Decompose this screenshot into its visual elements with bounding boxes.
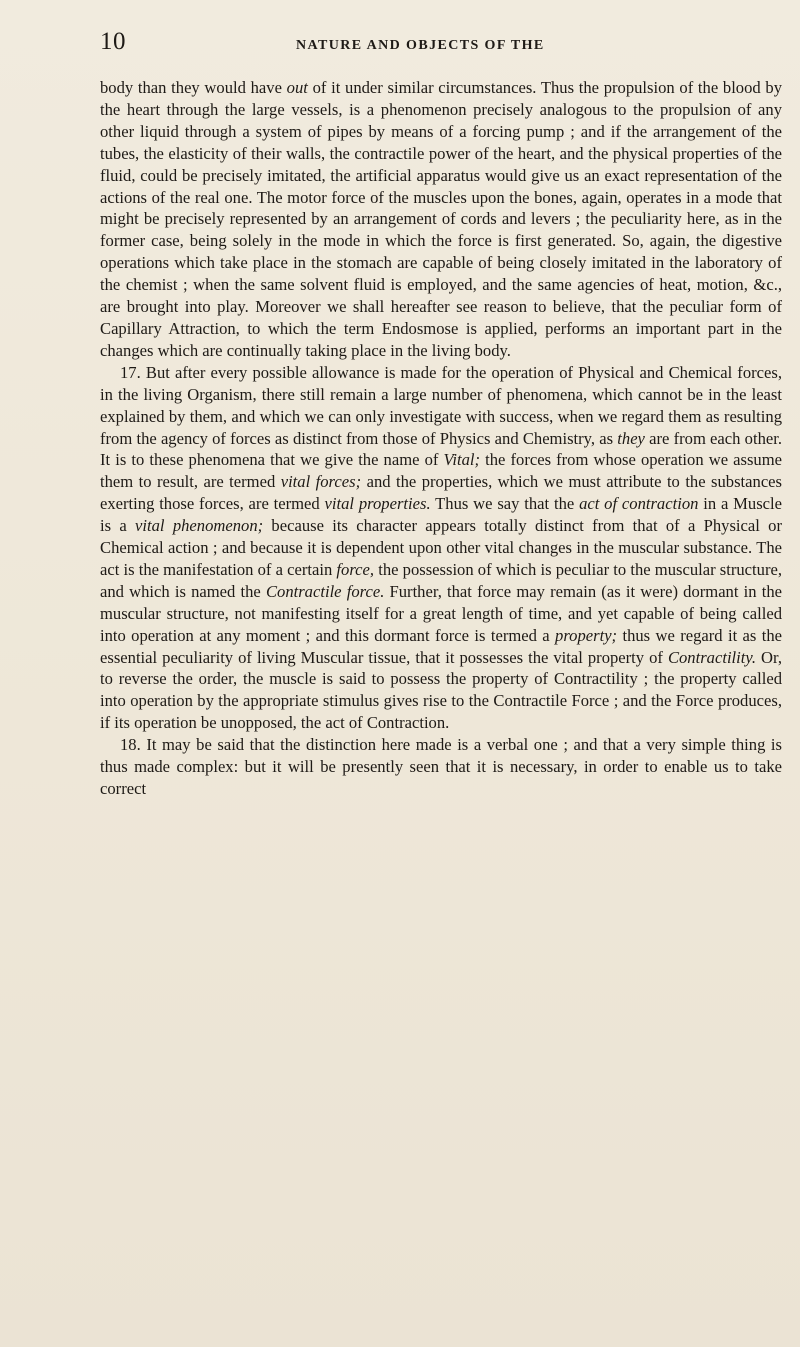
text-segment: of it under similar circumstances. Thus the propulsion of the blood by the heart through the large vessels, is a phenomenon precisely analogous to the propulsion of any other liquid through a system of pipes by means of a forcing pump ; and if the arrangement of the tubes, the elasticity of their walls, the contractile power of the heart, and the physical properties of the fluid, could be precisely imitated, the artificial apparatus would give us an exact representation of the actions of the real one. The motor force of the muscles upon the bones, again, operates in a mode that might be precisely represented by an arrangement of cords and levers ; the peculiarity here, as in the former case, being solely in the mode in which the force is first generated. So, again, the digestive operations which take place in the stomach are capable of being closely imitated in the laboratory of the chemist ; when the same solvent fluid is employed, and the same agencies of heat, motion, &c., are brought into play. Moreover we shall hereafter see reason to believe, that the peculiar form of Capillary Attraction, to which the term Endosmose is applied, performs an important part in the changes which are continually taking place in the living body.	[100, 78, 782, 360]
italic-text: Contractility.	[667, 647, 756, 667]
text-segment: the possession of which is peculiar to the muscular structure, and which is named the	[100, 559, 782, 601]
italic-text: Contractile force.	[265, 581, 385, 601]
italic-text: Vital;	[443, 450, 481, 470]
paragraph-continuation	[100, 77, 782, 362]
italic-text: act of contraction	[579, 494, 699, 514]
running-head	[100, 28, 780, 56]
text-segment: because its character appears totally distinct from that of a Physical or Chemical action ; and because it is dependent upon other vital changes in the muscular substance. The act is the manifestation of a certain	[100, 516, 782, 579]
text-segment: It may be said that the distinction here made is a verbal one ; and that a very simple thing is thus made complex: but it will be presently seen that it is necessary, in order to enable us to take correct	[100, 735, 782, 798]
italic-text: force,	[336, 559, 375, 579]
italic-text: they	[617, 428, 645, 448]
italic-text: vital phenomenon;	[135, 516, 264, 536]
text-segment: in a Muscle is a	[100, 494, 783, 536]
section-number: 17.	[120, 362, 141, 382]
text-segment: Thus we say that the	[430, 494, 580, 514]
italic-text: vital forces;	[280, 472, 362, 492]
section-number: 18.	[120, 735, 141, 755]
text-segment: Further, that force may remain (as it were) dormant in the muscular structure, not manifesting itself for a great length of time, and yet capable of being called into operation at any moment ; and this dormant force is termed a	[100, 581, 782, 645]
text-segment: the forces from whose operation we assume them to result, are termed	[100, 450, 783, 492]
text-segment: are from each other. It is to these phenomena that we give the name of	[100, 428, 782, 470]
italic-text: vital properties.	[324, 494, 431, 514]
italic-text: out	[286, 78, 308, 97]
text-segment: and the properties, which we must attribute to the substances exerting those forces, are termed	[100, 472, 783, 514]
text-segment: But after every possible allowance is made for the operation of Physical and Chemical forces, in the living Organism, there still remain a large number of phenomena, which cannot be in the least explained by them, and which we can only investigate with success, when we regard them as resulting from the agency of forces as distinct from those of Physics and Chemistry, as	[100, 362, 782, 448]
page-number: 10	[100, 28, 126, 55]
italic-text: property;	[555, 625, 618, 645]
paragraph-17	[100, 362, 782, 734]
text-segment: Or, to reverse the order, the muscle is said to possess the property of Contractility ; the property called into operation by the appropriate stimulus gives rise to the Contractile Force ; and the Force produces, if its operation be unopposed, the act of Contraction.	[100, 647, 782, 733]
text-segment: thus we regard it as the essential peculiarity of living Muscular tissue, that it possesses the vital property of	[100, 625, 783, 667]
body-text	[100, 77, 782, 800]
text-segment: body than they would have	[100, 78, 287, 97]
running-title: NATURE AND OBJECTS OF THE	[296, 38, 545, 53]
paragraph-18	[100, 734, 782, 800]
